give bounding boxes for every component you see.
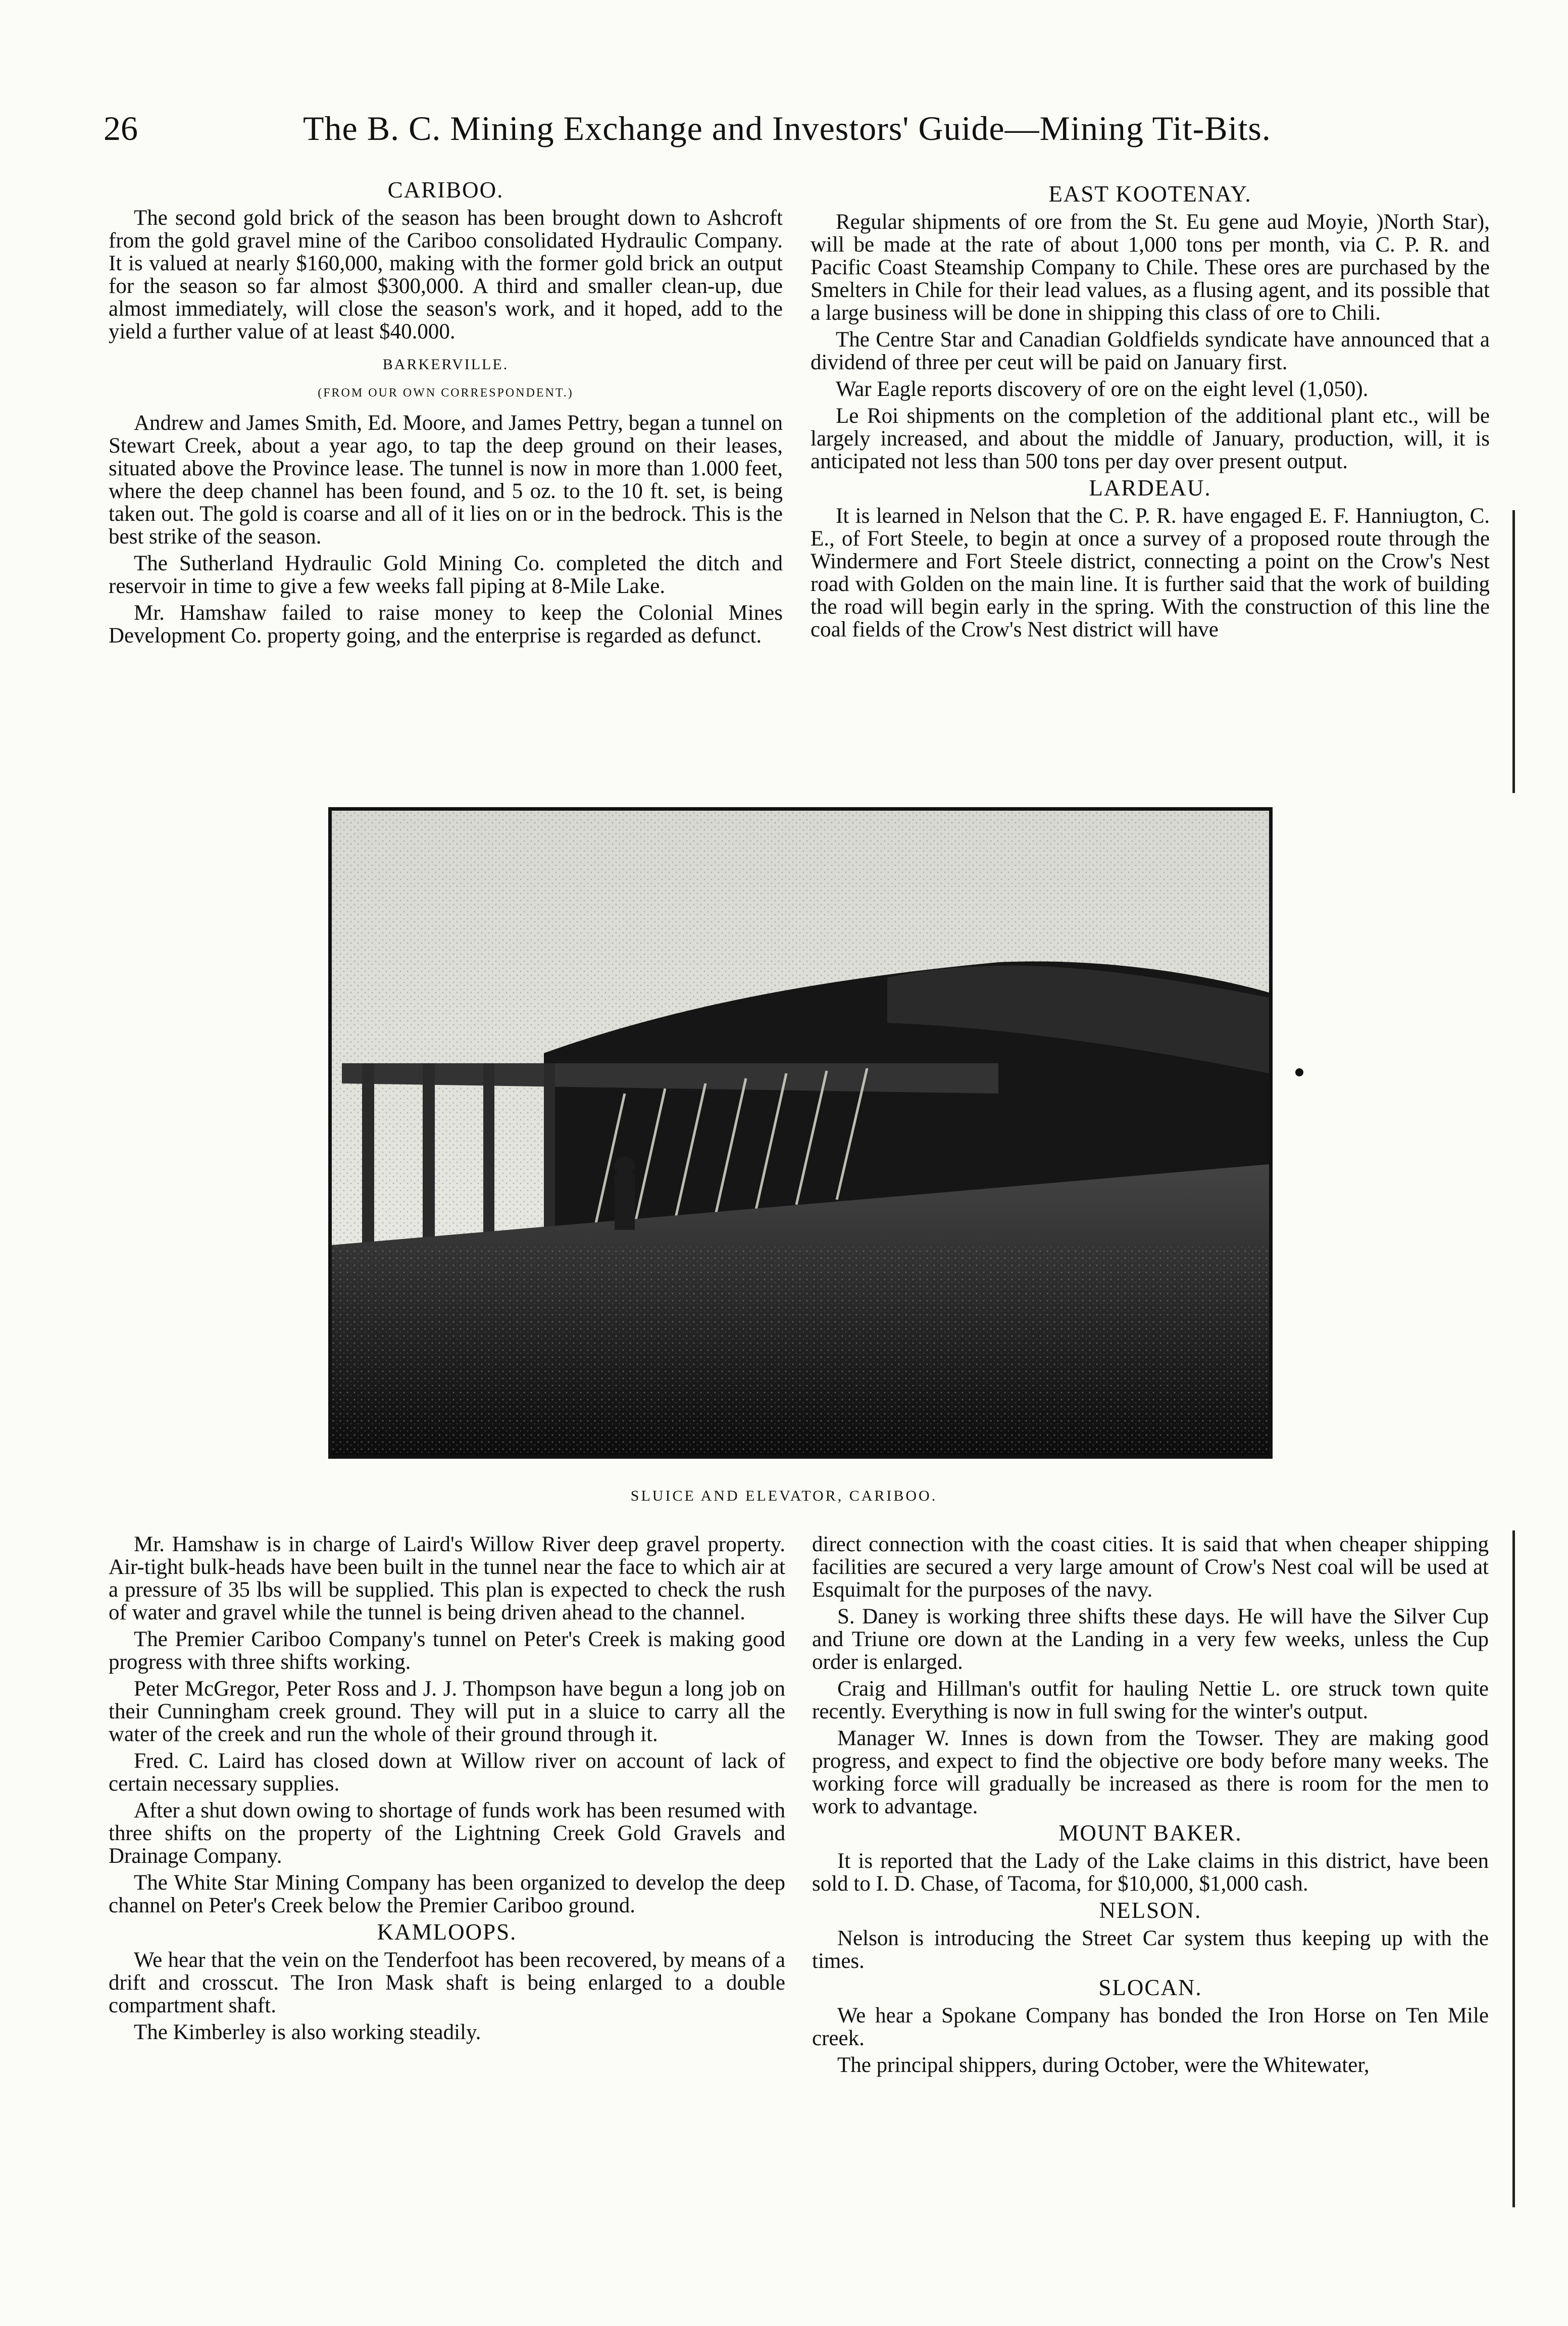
column-bottom-right [812,1533,1489,2081]
page-number: 26 [104,109,138,147]
paragraph: direct connection with the coast cities. It is said that when cheaper shipping facilities are secured a very large amount of Crow's Nest coal will be used at Esquimalt for the purposes of the navy. [812,1532,1489,1602]
paragraph: Le Roi shipments on the completion of the additional plant etc., will be largely increased, and about the middle of January, production, will, it is anticipated not less than 500 tons per day over present output. [811,404,1490,473]
correspondent-byline: (FROM OUR OWN CORRESPONDENT.) [318,386,574,400]
paragraph: War Eagle reports discovery of ore on the eight level (1,050). [836,377,1369,401]
paragraph: The White Star Mining Company has been organized to develop the deep channel on Peter's Creek below the Premier Cariboo ground. [109,1871,785,1917]
column-top-left [109,177,783,651]
paragraph: The Premier Cariboo Company's tunnel on Peter's Creek is making good progress with three shifts working. [109,1627,785,1674]
paragraph: Regular shipments of ore from the St. Eu gene aud Moyie, )North Star), will be made at the rate of about 1,000 tons per month, via C. P. R. and Pacific Coast Steamship Company to Chile. These ores are purchased by the Smelters in Chile for their lead values, as a flusing agent, and its possible that a large business will be done in shipping this class of ore to Chili. [811,210,1490,325]
running-title: The B. C. Mining Exchange and Investors' Guide—Mining Tit-Bits. [303,109,1271,147]
sluice-photo-image [332,811,1269,1455]
paragraph: Fred. C. Laird has closed down at Willow river on account of lack of certain necessary supplies. [109,1749,785,1796]
margin-rule [1512,510,1515,793]
section-heading-east-kootenay: EAST KOOTENAY. [1048,181,1252,207]
section-heading-lardeau: LARDEAU. [1089,475,1211,501]
paragraph: Mr. Hamshaw failed to raise money to keep the Colonial Mines Development Co. property going, and the enterprise is regarded as defunct. [109,601,783,648]
paragraph: Craig and Hillman's outfit for hauling Nettie L. ore struck town quite recently. Everything is now in full swing for the winter's output. [812,1677,1489,1723]
column-bottom-left [109,1533,785,2048]
paragraph: It is reported that the Lady of the Lake claims in this district, have been sold to I. D. Chase, of Tacoma, for $10,000, $1,000 cash. [812,1849,1489,1896]
paragraph: The second gold brick of the season has been brought down to Ashcroft from the gold gravel mine of the Cariboo consolidated Hydraulic Company. It is valued at nearly $160,000, making with the former gold brick an output for the season so far almost $300,000. A third and smaller clean-up, due almost immediately, will close the season's work, and it hoped, add to the yield a further value of at least $40.000. [109,206,783,343]
section-heading-cariboo: CARIBOO. [387,177,504,203]
paragraph: Nelson is introducing the Street Car system thus keeping up with the times. [812,1926,1489,1973]
paragraph: After a shut down owing to shortage of funds work has been resumed with three shifts on the property of the Lightning Creek Gold Gravels and Drainage Company. [109,1799,785,1868]
sluice-photograph [328,807,1273,1459]
section-heading-mount-baker: MOUNT BAKER. [1058,1820,1242,1846]
paragraph: It is learned in Nelson that the C. P. R. have engaged E. F. Hanniugton, C. E., of Fort Steele, to begin at once a survey of a proposed route through the Windermere and Fort Steele district, connecting a point on the Crow's Nest road with Golden on the main line. It is further said that the work of building the road will begin early in the spring. With the construction of this line the coal fields of the Crow's Nest district will have [811,504,1490,641]
paragraph: The Sutherland Hydraulic Gold Mining Co. completed the ditch and reservoir in time to give a few weeks fall piping at 8-Mile Lake. [109,552,783,598]
section-heading-kamloops: KAMLOOPS. [377,1919,517,1945]
margin-rule [1512,1530,1515,2207]
paragraph: We hear a Spokane Company has bonded the Iron Horse on Ten Mile creek. [812,2004,1489,2050]
paragraph: The principal shippers, during October, were the Whitewater, [837,2053,1370,2077]
paragraph: Mr. Hamshaw is in charge of Laird's Willow River deep gravel property. Air-tight bulk-heads have been built in the tunnel near the face to which air at a pressure of 35 lbs will be supplied. This plan is expected to check the rush of water and gravel while the tunnel is being driven ahead to the channel. [109,1532,785,1624]
paragraph: Peter McGregor, Peter Ross and J. J. Thompson have begun a long job on their Cunningham creek ground. They will put in a sluice to carry all the water of the creek and run the whole of their ground through it. [109,1677,785,1746]
photo-caption: SLUICE AND ELEVATOR, CARIBOO. [630,1488,938,1504]
paragraph: Andrew and James Smith, Ed. Moore, and James Pettry, began a tunnel on Stewart Creek, about a year ago, to tap the deep ground on their leases, situated above the Province lease. The tunnel is now in more than 1.000 feet, where the deep channel has been found, and 5 oz. to the 10 ft. set, is being taken out. The gold is coarse and all of it lies on or in the bedrock. This is the best strike of the season. [109,411,783,549]
paragraph: The Centre Star and Canadian Goldfields syndicate have announced that a dividend of three per ceut will be paid on January first. [811,328,1490,374]
paragraph: Manager W. Innes is down from the Towser. They are making good progress, and expect to find the objective ore body before many weeks. The working force will gradually be increased as there is room for the men to work to advantage. [812,1726,1489,1818]
section-heading-nelson: NELSON. [1099,1898,1202,1923]
paragraph: We hear that the vein on the Tenderfoot has been recovered, by means of a drift and crosscut. The Iron Mask shaft is being enlarged to a double compartment shaft. [109,1948,785,2017]
subheading-barkerville: BARKERVILLE. [382,356,509,373]
page-header [0,109,1568,159]
section-heading-slocan: SLOCAN. [1098,1975,1202,2000]
paragraph: S. Daney is working three shifts these days. He will have the Silver Cup and Triune ore down at the Landing in a very few weeks, unless the Cup order is enlarged. [812,1605,1489,1674]
column-top-right [811,181,1490,645]
paragraph: The Kimberley is also working steadily. [134,2020,481,2044]
ink-dot [1295,1068,1303,1076]
